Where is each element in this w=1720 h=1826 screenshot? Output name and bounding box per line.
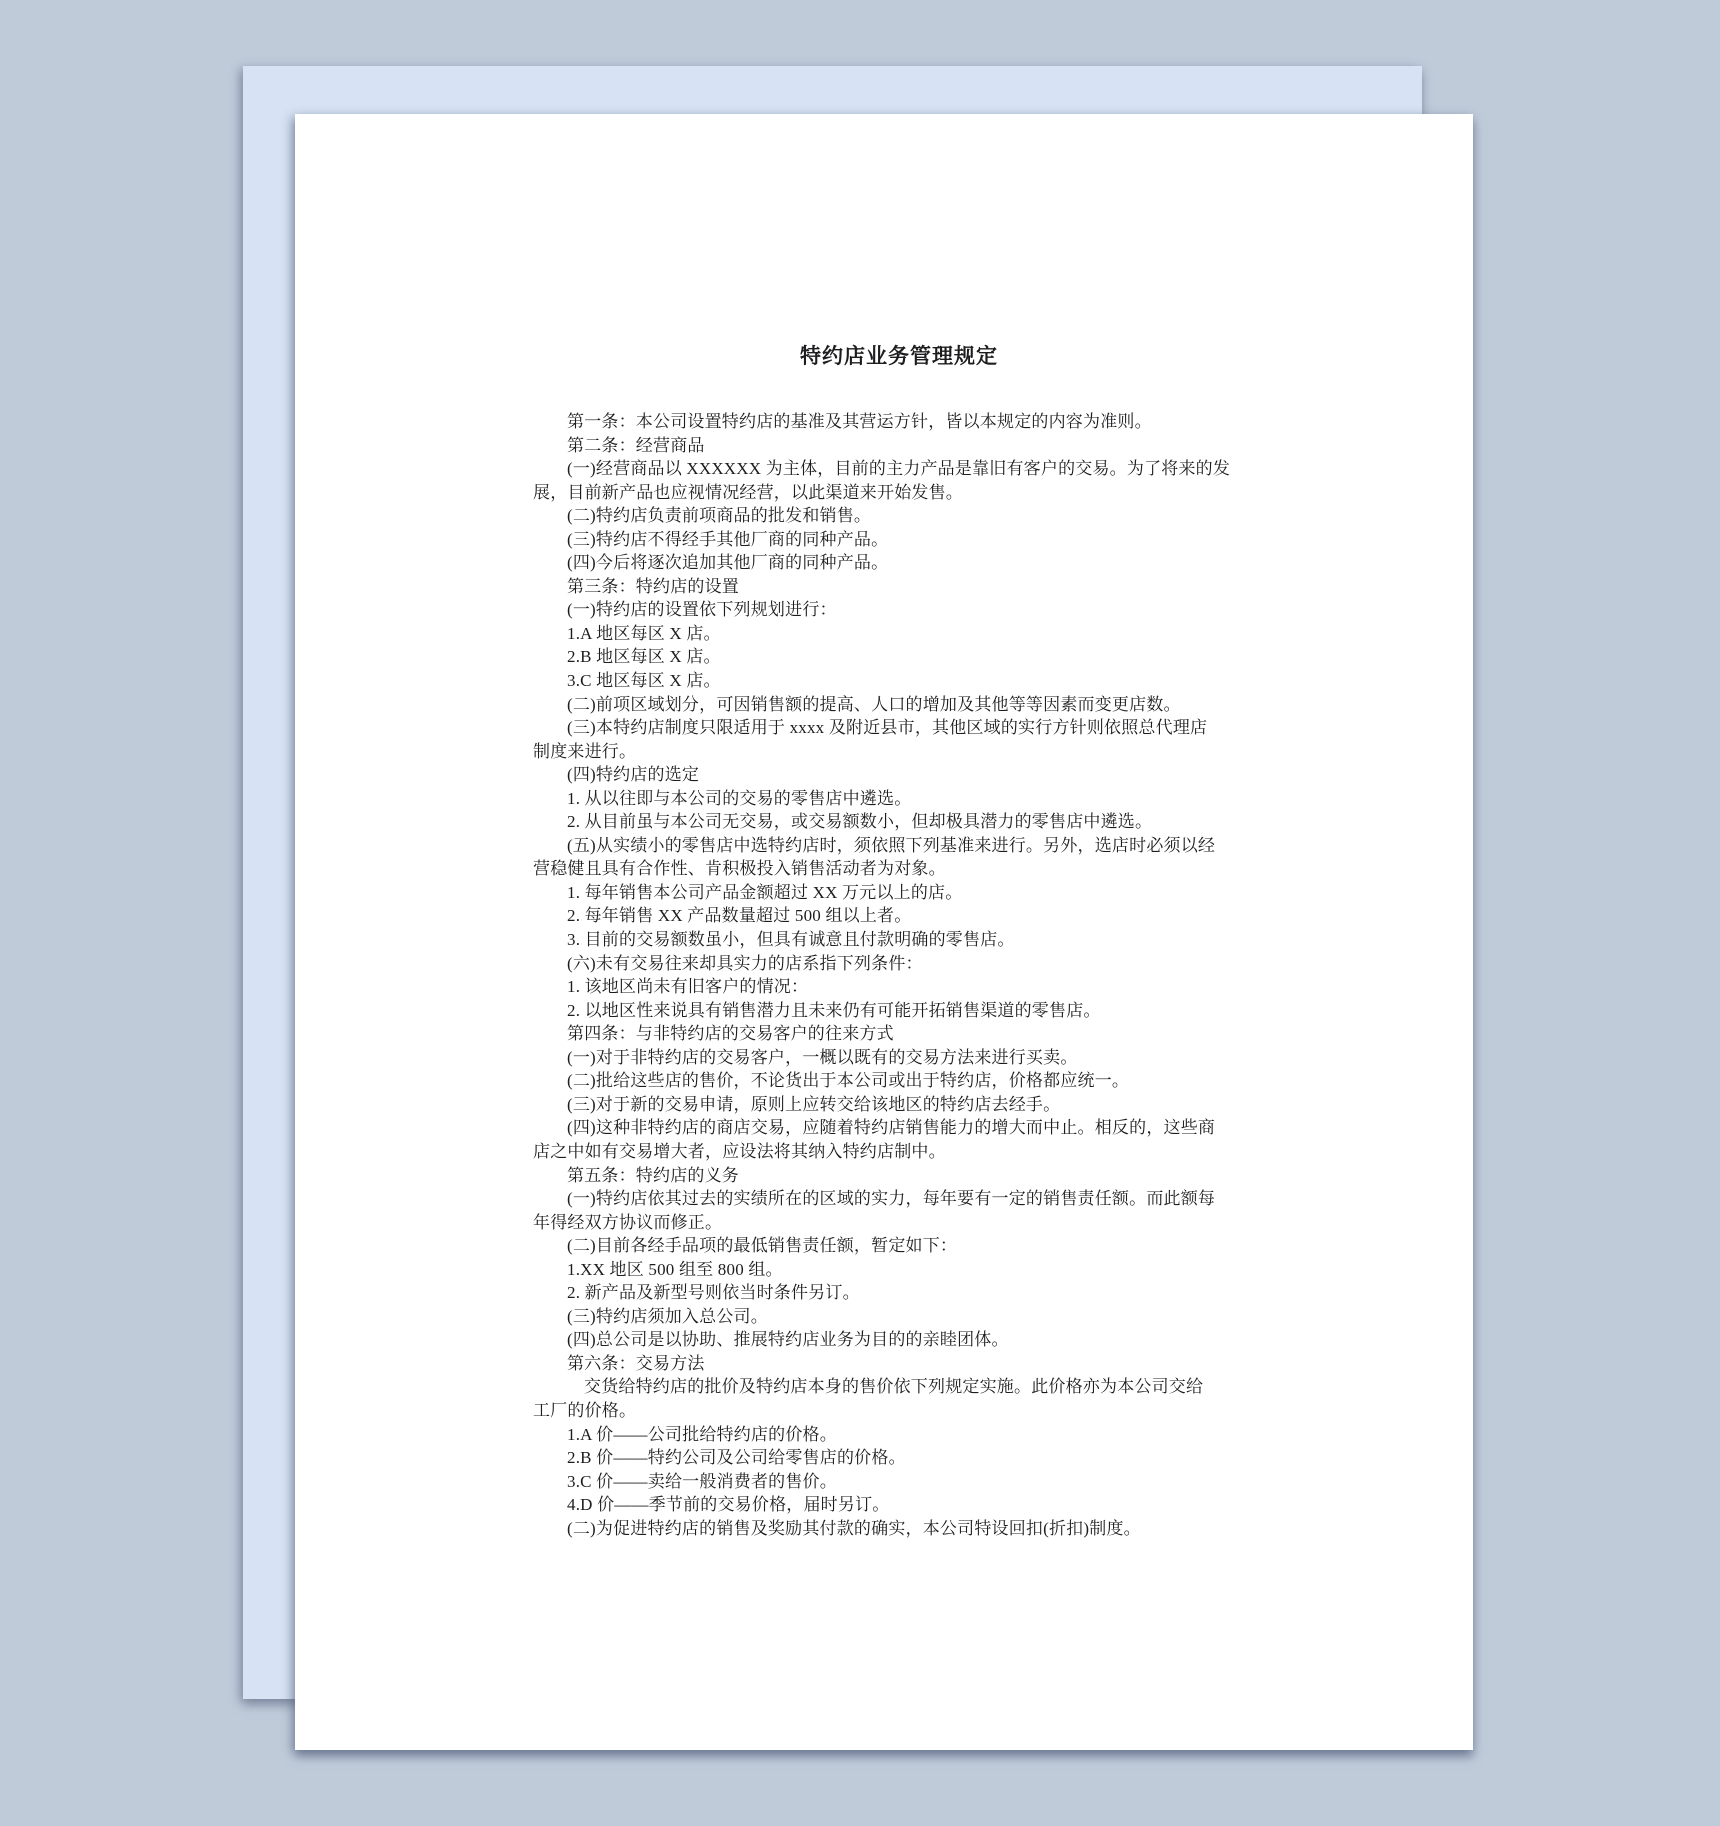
text-line: (二)目前各经手品项的最低销售责任额，暂定如下： (567, 1236, 958, 1256)
text-line: 2. 每年销售 XX 产品数量超过 500 组以上者。 (567, 906, 912, 926)
text-line: 第四条：与非特约店的交易客户的往来方式 (567, 1024, 894, 1044)
text-line: (四)总公司是以协助、推展特约店业务为目的的亲睦团体。 (567, 1330, 1009, 1350)
text-line: 2.B 价——特约公司及公司给零售店的价格。 (567, 1448, 906, 1468)
text-line: (四)今后将逐次追加其他厂商的同种产品。 (567, 553, 889, 573)
text-line: 交货给特约店的批价及特约店本身的售价依下列规定实施。此价格亦为本公司交给 (584, 1377, 1204, 1397)
text-line: 展，目前新产品也应视情况经营，以此渠道来开始发售。 (533, 482, 963, 502)
text-line: (三)特约店须加入总公司。 (567, 1306, 768, 1326)
text-line: (一)对于非特约店的交易客户，一概以既有的交易方法来进行买卖。 (567, 1047, 1078, 1067)
text-line: (四)这种非特约店的商店交易，应随着特约店销售能力的增大而中止。相反的，这些商 (567, 1118, 1216, 1138)
text-line: 制度来进行。 (533, 741, 637, 761)
text-line: 第三条：特约店的设置 (567, 576, 739, 596)
text-line: 1.A 地区每区 X 店。 (567, 623, 721, 643)
text-line: 1.XX 地区 500 组至 800 组。 (567, 1259, 783, 1279)
text-line: 1. 从以往即与本公司的交易的零售店中遴选。 (567, 788, 912, 808)
text-line: 第六条：交易方法 (567, 1353, 705, 1373)
text-line: 第五条：特约店的义务 (567, 1165, 739, 1185)
text-line: (三)特约店不得经手其他厂商的同种产品。 (567, 529, 889, 549)
text-line: 店之中如有交易增大者，应设法将其纳入特约店制中。 (533, 1141, 946, 1161)
text-line: 2. 以地区性来说具有销售潜力且未来仍有可能开拓销售渠道的零售店。 (567, 1000, 1101, 1020)
text-line: 营稳健且具有合作性、肯积极投入销售活动者为对象。 (533, 859, 946, 879)
text-line: 1. 该地区尚未有旧客户的情况： (567, 977, 809, 997)
text-line: (一)特约店依其过去的实绩所在的区域的实力，每年要有一定的销售责任额。而此额每 (567, 1189, 1216, 1209)
text-line: (三)本特约店制度只限适用于 xxxx 及附近县市，其他区域的实行方针则依照总代理店 (567, 718, 1208, 738)
text-line: (三)对于新的交易申请，原则上应转交给该地区的特约店去经手。 (567, 1094, 1061, 1114)
text-line: 3.C 价——卖给一般消费者的售价。 (567, 1471, 837, 1491)
text-line: 3. 目前的交易额数虽小，但具有诚意且付款明确的零售店。 (567, 930, 1015, 950)
text-line: 3.C 地区每区 X 店。 (567, 671, 721, 691)
text-line: (二)特约店负责前项商品的批发和销售。 (567, 506, 872, 526)
text-line: (二)批给这些店的售价，不论货出于本公司或出于特约店，价格都应统一。 (567, 1071, 1130, 1091)
text-line: (二)为促进特约店的销售及奖励其付款的确实，本公司特设回扣(折扣)制度。 (567, 1518, 1141, 1538)
text-line: 年得经双方协议而修正。 (533, 1212, 723, 1232)
document-title: 特约店业务管理规定 (800, 344, 998, 368)
text-line: (一)特约店的设置依下列规划进行： (567, 600, 837, 620)
text-line: 第二条：经营商品 (567, 435, 705, 455)
text-line: (一)经营商品以 XXXXXX 为主体，目前的主力产品是靠旧有客户的交易。为了将来的发 (567, 459, 1231, 479)
text-line: 1.A 价——公司批给特约店的价格。 (567, 1424, 837, 1444)
text-line: (四)特约店的选定 (567, 765, 700, 785)
text-line: (六)未有交易往来却具实力的店系指下列条件： (567, 953, 923, 973)
text-line: 4.D 价——季节前的交易价格，届时另订。 (567, 1495, 890, 1515)
text-line: (五)从实绩小的零售店中选特约店时，须依照下列基准来进行。另外，选店时必须以经 (567, 835, 1216, 855)
text-line: 工厂的价格。 (533, 1400, 637, 1420)
text-line: 2. 新产品及新型号则依当时条件另订。 (567, 1283, 860, 1303)
document-lines (533, 410, 1293, 1540)
text-line: 第一条：本公司设置特约店的基准及其营运方针，皆以本规定的内容为准则。 (567, 412, 1152, 431)
text-line: 1. 每年销售本公司产品金额超过 XX 万元以上的店。 (567, 882, 963, 902)
text-line: (二)前项区域划分，可因销售额的提高、人口的增加及其他等等因素而变更店数。 (567, 694, 1181, 714)
text-line: 2. 从目前虽与本公司无交易，或交易额数小，但却极具潜力的零售店中遴选。 (567, 812, 1153, 832)
text-line: 2.B 地区每区 X 店。 (567, 647, 721, 667)
document-page (295, 114, 1473, 1750)
